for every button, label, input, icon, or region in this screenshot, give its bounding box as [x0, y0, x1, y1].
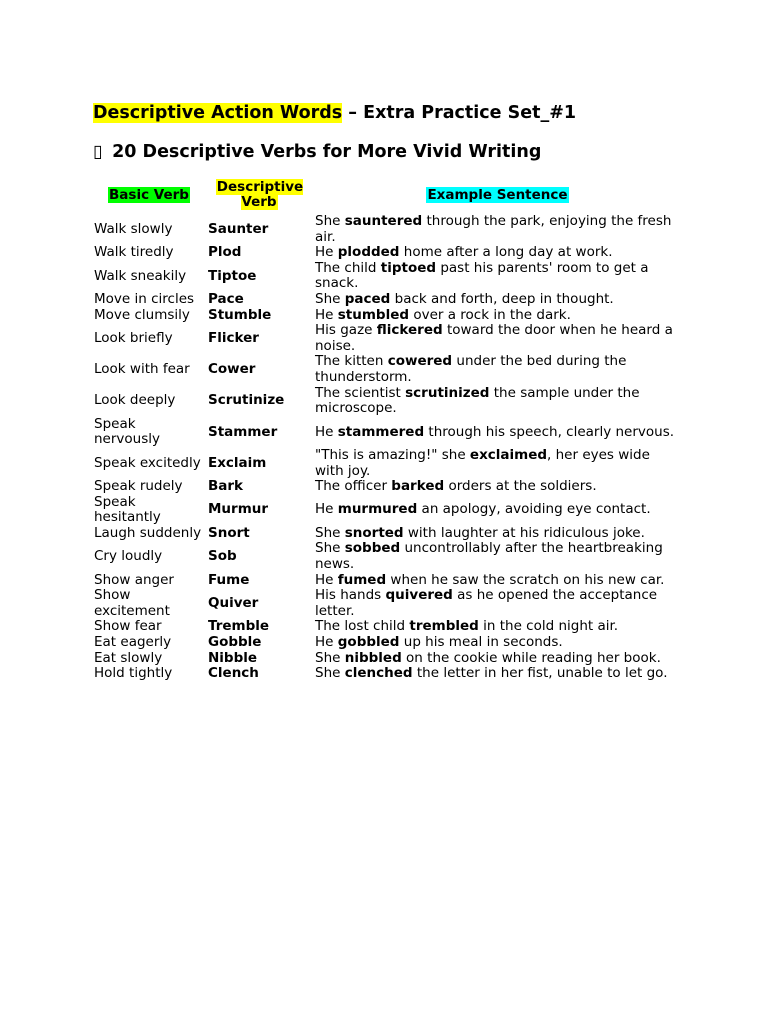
basic-verb-cell: Move clumsily	[94, 306, 190, 323]
verbs-table	[92, 178, 682, 682]
sentence-end: as he opened the acceptance letter.	[315, 587, 658, 619]
basic-verb-cell: Walk slowly	[94, 220, 173, 237]
sentence-end: on the cookie while reading her book.	[401, 649, 661, 666]
sentence-start: He	[315, 244, 338, 261]
sentence-verb: sauntered	[344, 213, 423, 229]
descriptive-verb-cell: Snort	[208, 524, 250, 541]
table-row	[92, 354, 682, 385]
basic-verb-cell: Speak nervously	[94, 415, 160, 448]
basic-verb-cell: Walk tiredly	[94, 244, 174, 261]
sentence-start: She	[315, 540, 345, 557]
descriptive-verb-cell: Nibble	[208, 649, 258, 666]
sentence-end: an apology, avoiding eye contact.	[417, 501, 651, 518]
descriptive-verb-cell: Stammer	[208, 423, 278, 440]
sentence-start: "This is amazing!" she	[315, 446, 470, 463]
basic-verb-cell: Speak hesitantly	[94, 493, 161, 526]
descriptive-verb-cell: Flicker	[208, 329, 259, 346]
sentence-end: past his parents' room to get a snack.	[315, 259, 649, 292]
sentence-end: in the cold night air.	[478, 618, 619, 635]
basic-verb-cell: Walk sneakily	[94, 267, 187, 284]
page-title-rest: – Extra Practice Set_#1	[342, 103, 577, 123]
table-row	[92, 245, 682, 261]
sentence-start: The scientist	[315, 384, 406, 401]
sentence-verb: exclaimed	[469, 446, 548, 463]
table-row	[92, 386, 682, 417]
sentence-verb: scrutinized	[405, 384, 490, 401]
descriptive-verb-cell: Saunter	[208, 220, 269, 237]
table-row	[92, 666, 682, 682]
descriptive-verb-cell: Gobble	[208, 634, 262, 651]
basic-verb-cell: Cry loudly	[94, 548, 163, 565]
example-sentence-cell	[313, 354, 682, 385]
sentence-end: with laughter at his ridiculous joke.	[403, 524, 645, 541]
descriptive-verb-cell: Quiver	[208, 595, 259, 612]
sentence-start: He	[315, 306, 338, 323]
descriptive-verb-cell: Scrutinize	[208, 392, 285, 409]
header-descriptive-verb	[206, 178, 313, 214]
basic-verb-cell: Look with fear	[94, 361, 190, 378]
sentence-start: She	[315, 290, 345, 307]
sentence-verb: trembled	[409, 618, 479, 635]
sentence-start: He	[315, 634, 338, 651]
sentence-start: She	[315, 649, 345, 666]
sentence-start: The child	[315, 259, 381, 276]
descriptive-verb-cell: Stumble	[208, 306, 272, 323]
basic-verb-cell: Look deeply	[94, 392, 176, 409]
example-sentence-cell	[313, 292, 682, 308]
example-sentence-cell	[313, 526, 682, 542]
example-sentence-cell	[313, 651, 682, 667]
example-sentence-cell	[313, 588, 682, 619]
table-row	[92, 448, 682, 479]
example-sentence-cell	[313, 541, 682, 572]
table-row	[92, 526, 682, 542]
sentence-verb: plodded	[337, 244, 400, 261]
sentence-verb: quivered	[385, 587, 453, 604]
table-row	[92, 495, 682, 526]
example-sentence-cell	[313, 386, 682, 417]
sentence-verb: cowered	[387, 353, 453, 370]
sentence-start: He	[315, 423, 338, 440]
table-row	[92, 214, 682, 245]
sentence-verb: stammered	[337, 423, 425, 440]
sentence-end: under the bed during the thunderstorm.	[315, 353, 627, 385]
table-row	[92, 479, 682, 495]
example-sentence-cell	[313, 308, 682, 324]
sentence-verb: tiptoed	[380, 259, 437, 276]
sentence-verb: snorted	[344, 524, 404, 541]
table-row	[92, 417, 682, 448]
example-sentence-cell	[313, 619, 682, 635]
basic-verb-cell: Laugh suddenly	[94, 524, 202, 541]
descriptive-verb-cell: Exclaim	[208, 454, 267, 471]
basic-verb-cell: Eat eagerly	[94, 634, 172, 651]
descriptive-verb-cell: Tiptoe	[208, 267, 257, 284]
sentence-start: He	[315, 571, 338, 588]
descriptive-verb-cell: Sob	[208, 548, 237, 565]
sentence-end: toward the door when he heard a noise.	[315, 322, 673, 354]
descriptive-verb-cell: Fume	[208, 571, 250, 588]
header-example-sentence-label: Example Sentence	[427, 186, 568, 203]
header-basic-verb-label: Basic Verb	[109, 186, 189, 203]
header-example-sentence	[313, 178, 682, 214]
sentence-end: , her eyes wide with joy.	[315, 446, 650, 479]
header-descriptive-verb-label: Descriptive Verb	[216, 179, 304, 210]
sentence-verb: paced	[344, 290, 391, 307]
example-sentence-cell	[313, 323, 682, 354]
sentence-verb: fumed	[337, 571, 387, 588]
sentence-end: through his speech, clearly nervous.	[424, 423, 675, 440]
basic-verb-cell: Show anger	[94, 571, 174, 588]
example-sentence-cell	[313, 448, 682, 479]
page-title-highlight: Descriptive Action Words	[93, 103, 343, 123]
sentence-start: She	[315, 213, 345, 229]
sentence-verb: gobbled	[337, 634, 400, 651]
basic-verb-cell: Eat slowly	[94, 649, 163, 666]
sentence-end: when he saw the scratch on his new car.	[386, 571, 665, 588]
sentence-verb: sobbed	[344, 540, 401, 557]
example-sentence-cell	[313, 214, 682, 245]
basic-verb-cell: Hold tightly	[94, 665, 173, 682]
sentence-start: His hands	[315, 587, 386, 604]
table-row	[92, 651, 682, 667]
sentence-end: up his meal in seconds.	[399, 634, 563, 651]
table-row	[92, 323, 682, 354]
table-row	[92, 541, 682, 572]
table-row	[92, 573, 682, 589]
sentence-end: uncontrollably after the heartbreaking news.	[315, 540, 663, 573]
page-subtitle	[93, 141, 541, 163]
sentence-start: The kitten	[315, 353, 388, 370]
header-basic-verb	[92, 178, 206, 214]
sentence-end: the letter in her fist, unable to let go.	[412, 665, 668, 682]
sentence-verb: nibbled	[344, 649, 402, 666]
example-sentence-cell	[313, 666, 682, 682]
sentence-verb: stumbled	[337, 306, 410, 323]
sentence-start: She	[315, 524, 345, 541]
table-row	[92, 292, 682, 308]
example-sentence-cell	[313, 573, 682, 589]
basic-verb-cell: Speak excitedly	[94, 454, 201, 471]
sentence-verb: flickered	[376, 322, 443, 339]
table-row	[92, 588, 682, 619]
table-row	[92, 261, 682, 292]
sentence-verb: barked	[391, 478, 445, 495]
sentence-end: the sample under the microscope.	[315, 384, 640, 417]
sentence-verb: murmured	[337, 501, 418, 518]
example-sentence-cell	[313, 261, 682, 292]
sentence-start: His gaze	[315, 322, 377, 339]
descriptive-verb-cell: Pace	[208, 290, 244, 307]
sentence-verb: clenched	[344, 665, 413, 682]
missing-glyph-icon: ▯	[93, 142, 103, 162]
sentence-start: She	[315, 665, 345, 682]
descriptive-verb-cell: Bark	[208, 478, 244, 495]
example-sentence-cell	[313, 495, 682, 526]
basic-verb-cell: Show excitement	[94, 587, 170, 619]
page-subtitle-text: 20 Descriptive Verbs for More Vivid Writing	[106, 142, 542, 162]
table-row	[92, 635, 682, 651]
example-sentence-cell	[313, 245, 682, 261]
descriptive-verb-cell: Plod	[208, 244, 242, 261]
page-title	[93, 102, 576, 124]
example-sentence-cell	[313, 417, 682, 448]
basic-verb-cell: Show fear	[94, 618, 162, 635]
descriptive-verb-cell: Clench	[208, 665, 259, 682]
sentence-end: through the park, enjoying the fresh air.	[315, 213, 672, 245]
basic-verb-cell: Move in circles	[94, 290, 195, 307]
example-sentence-cell	[313, 635, 682, 651]
sentence-end: orders at the soldiers.	[444, 478, 597, 495]
descriptive-verb-cell: Murmur	[208, 501, 269, 518]
sentence-start: He	[315, 501, 338, 518]
table-row	[92, 619, 682, 635]
descriptive-verb-cell: Cower	[208, 361, 256, 378]
table-row	[92, 308, 682, 324]
sentence-start: The lost child	[315, 618, 410, 635]
basic-verb-cell: Speak rudely	[94, 478, 183, 495]
example-sentence-cell	[313, 479, 682, 495]
sentence-start: The officer	[315, 478, 392, 495]
basic-verb-cell: Look briefly	[94, 329, 173, 346]
sentence-end: back and forth, deep in thought.	[390, 290, 614, 307]
table-header-row	[92, 178, 682, 214]
descriptive-verb-cell: Tremble	[208, 618, 270, 635]
sentence-end: over a rock in the dark.	[409, 306, 571, 323]
sentence-end: home after a long day at work.	[399, 244, 613, 261]
